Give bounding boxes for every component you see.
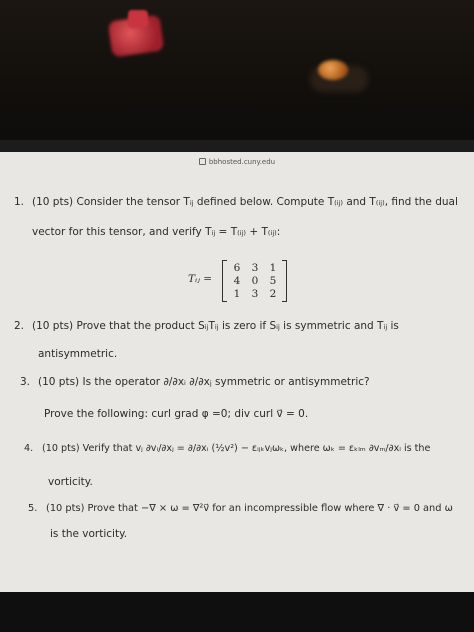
matrix-cell: 1 — [233, 288, 241, 300]
bottom-dark-area — [0, 592, 474, 632]
question-2-continued — [38, 348, 117, 361]
matrix-cell: 3 — [251, 288, 259, 300]
question-4-line2: vorticity. — [48, 476, 93, 488]
orange-toy — [318, 60, 348, 80]
matrix-cell: 6 — [233, 262, 241, 274]
question-4-continued — [48, 476, 93, 489]
red-toy-top — [128, 10, 148, 28]
matrix-cell: 4 — [233, 275, 241, 287]
matrix-left-bracket — [222, 260, 227, 302]
question-3-line2: Prove the following: curl grad φ =0; div curl v⃗ = 0. — [44, 408, 309, 420]
question-5: 5. (10 pts) Prove that −∇ × ω = ∇²v⃗ for an incompressible flow where ∇ · v⃗ = 0 and ω — [28, 503, 453, 514]
question-5-line1: (10 pts) Prove that −∇ × ω = ∇²v⃗ for an incompressible flow where ∇ · v⃗ = 0 and ω — [46, 503, 453, 514]
matrix-grid — [228, 262, 282, 300]
question-3: 3. (10 pts) Is the operator ∂/∂xᵢ ∂/∂xⱼ symmetric or antisymmetric? — [20, 376, 370, 388]
matrix-cell: 5 — [269, 275, 277, 287]
question-1-continued — [32, 226, 280, 239]
question-4-line1: (10 pts) Verify that vⱼ ∂vᵢ/∂xⱼ = ∂/∂xᵢ (½v²) − εᵢⱼₖvⱼωₖ, where ωₖ = εₖₗₘ ∂vₘ/∂xₗ is the — [42, 443, 431, 454]
question-3-continued — [44, 408, 308, 421]
address-bar[interactable] — [0, 158, 474, 166]
question-2-line2: antisymmetric. — [38, 348, 118, 360]
question-1-line2: vector for this tensor, and verify Tᵢⱼ = T₍ᵢⱼ₎ + T₍ᵢⱼ₎: — [32, 226, 281, 238]
browser-screen — [0, 152, 474, 592]
matrix-cell: 1 — [269, 262, 277, 274]
matrix-right-bracket — [282, 260, 287, 302]
matrix-label: Tᵢⱼ = — [188, 273, 213, 285]
lock-icon — [199, 158, 206, 165]
question-5-continued — [50, 528, 127, 541]
question-2: 2. (10 pts) Prove that the product SᵢⱼTᵢⱼ is zero if Sᵢⱼ is symmetric and Tᵢⱼ is — [14, 320, 399, 332]
question-2-line1: (10 pts) Prove that the product SᵢⱼTᵢⱼ is zero if Sᵢⱼ is symmetric and Tᵢⱼ is — [32, 320, 399, 332]
question-4: 4. (10 pts) Verify that vⱼ ∂vᵢ/∂xⱼ = ∂/∂xᵢ (½v²) − εᵢⱼₖvⱼωₖ, where ωₖ = εₖₗₘ ∂vₘ/∂xₗ is the — [24, 443, 431, 454]
url-text: bbhosted.cuny.edu — [208, 158, 276, 166]
matrix-cell: 0 — [251, 275, 259, 287]
matrix-cell: 3 — [251, 262, 259, 274]
question-3-line1: (10 pts) Is the operator ∂/∂xᵢ ∂/∂xⱼ symmetric or antisymmetric? — [38, 376, 370, 388]
question-5-line2: is the vorticity. — [50, 528, 128, 540]
matrix-cell: 2 — [269, 288, 277, 300]
question-1-line1: (10 pts) Consider the tensor Tᵢⱼ defined below. Compute T₍ᵢⱼ₎ and T₍ᵢⱼ₎, find the dual — [32, 196, 458, 208]
question-1: 1. (10 pts) Consider the tensor Tᵢⱼ defined below. Compute T₍ᵢⱼ₎ and T₍ᵢⱼ₎, find the dual — [14, 196, 458, 208]
background-photo — [0, 0, 474, 140]
